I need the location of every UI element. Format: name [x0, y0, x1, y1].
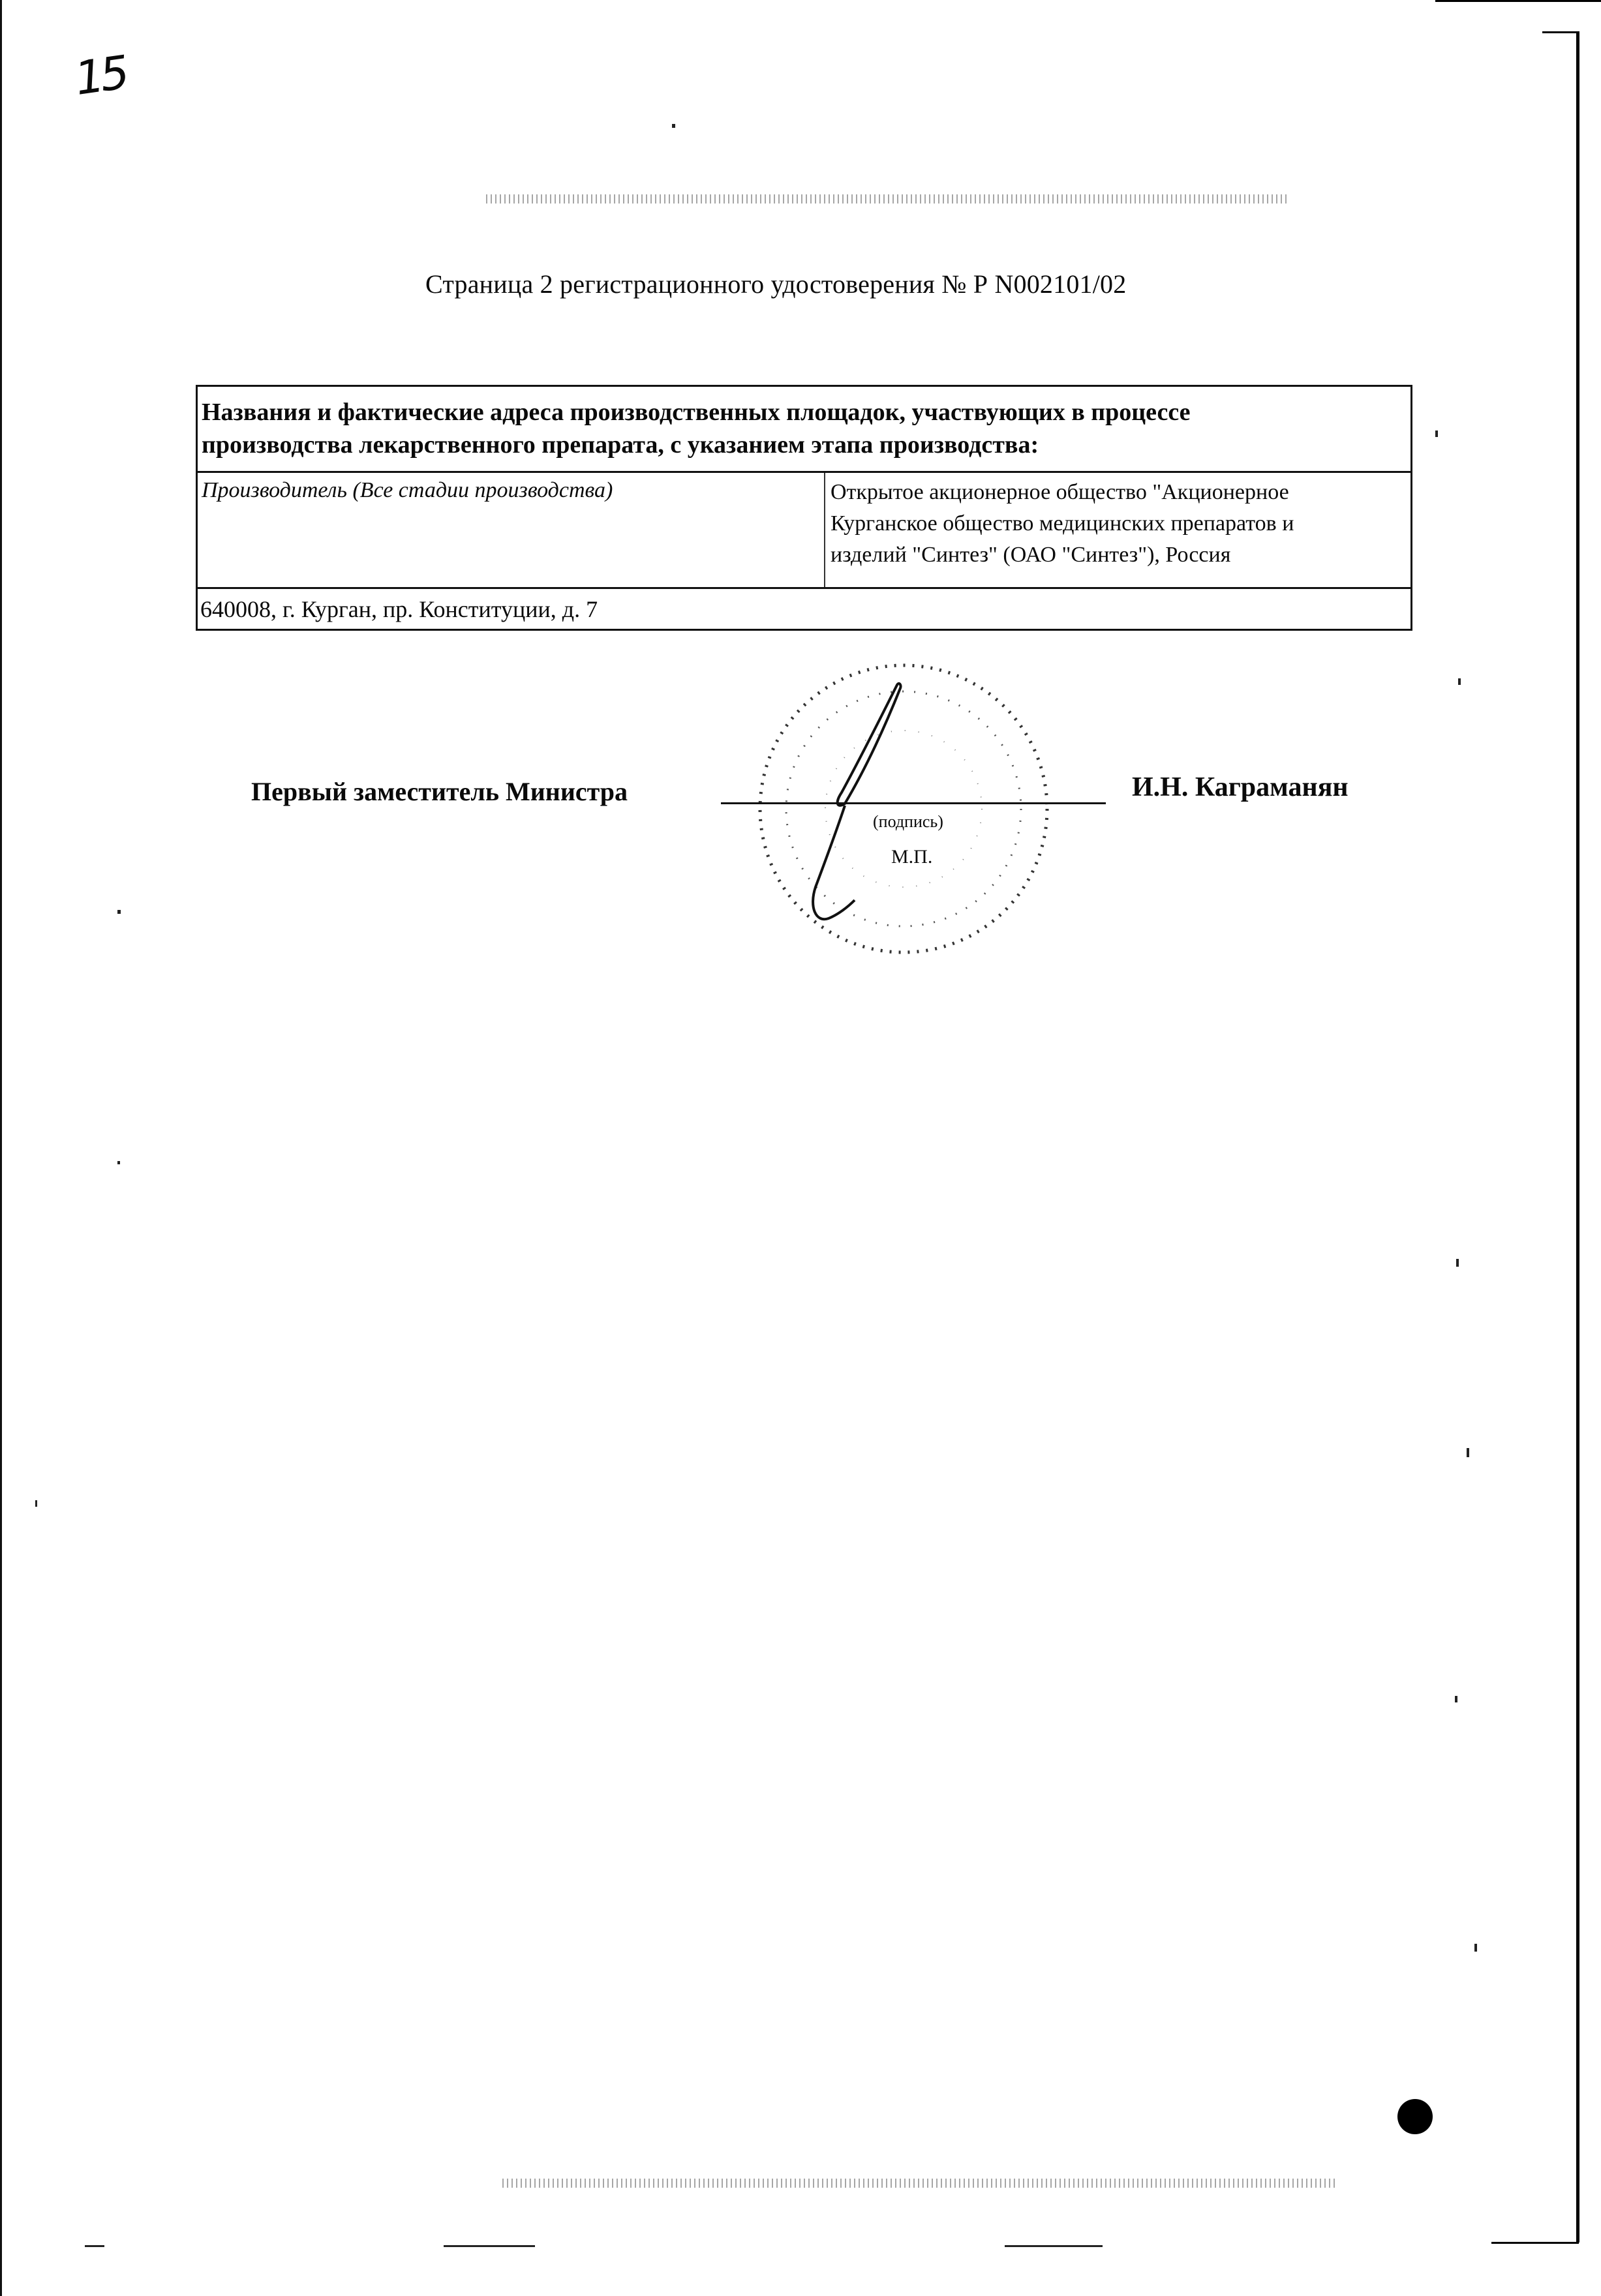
- signature-caption: (подпись): [873, 812, 943, 831]
- table-header-row: [198, 387, 1410, 473]
- signer-name: И.Н. Каграманян: [1132, 772, 1349, 802]
- faded-header-print: [486, 194, 1288, 204]
- scan-border-bottom: [1491, 2242, 1579, 2244]
- production-sites-table: [196, 385, 1412, 631]
- stamp-caption: М.П.: [891, 846, 933, 868]
- scan-edge-dash: [1005, 2245, 1103, 2247]
- scan-speck: [117, 1161, 120, 1164]
- table-header-line: производства лекарственного препарата, с указанием этапа производства:: [202, 431, 1039, 459]
- column-divider: [824, 473, 825, 587]
- scan-border-right: [1576, 31, 1579, 2243]
- scan-speck: [1456, 1259, 1459, 1267]
- scan-border-cap: [1542, 31, 1579, 33]
- page-title: Страница 2 регистрационного удостоверения № Р N002101/02: [425, 269, 1127, 299]
- handwritten-signature-icon: [763, 678, 979, 939]
- scan-speck: [117, 910, 121, 914]
- table-row-address: [198, 589, 1410, 631]
- scan-edge-left: [0, 0, 2, 2296]
- scan-edge-dash: [444, 2245, 535, 2247]
- site-address: 640008, г. Курган, пр. Конституции, д. 7: [200, 596, 598, 622]
- table-row: [198, 473, 1410, 589]
- scan-speck: [1467, 1448, 1469, 1457]
- scan-speck: [1458, 678, 1461, 685]
- scan-edge-top: [1435, 0, 1601, 2]
- scan-edge-dash: [85, 2245, 104, 2247]
- signer-role: Первый заместитель Министра: [251, 777, 628, 806]
- organization-line: изделий "Синтез" (ОАО "Синтез"), Россия: [831, 543, 1231, 567]
- scan-speck: [1474, 1944, 1477, 1952]
- scan-speck: [1455, 1696, 1457, 1702]
- scan-speck: [672, 124, 675, 128]
- table-header: [202, 396, 1191, 461]
- handwritten-page-number: 15: [71, 46, 129, 106]
- table-header-line: Названия и фактические адреса производственных площадок, участвующих в процессе: [202, 399, 1191, 426]
- signature-line: [721, 802, 1106, 804]
- organization-line: Открытое акционерное общество "Акционерное: [831, 480, 1289, 504]
- organization-cell: [831, 477, 1294, 571]
- hole-punch-mark: [1397, 2099, 1433, 2134]
- scan-speck: [35, 1500, 37, 1507]
- organization-line: Курганское общество медицинских препаратов и: [831, 511, 1294, 536]
- scan-speck: [1435, 430, 1438, 437]
- faded-footer-print: [502, 2179, 1337, 2188]
- production-stage-cell: Производитель (Все стадии производства): [202, 478, 613, 502]
